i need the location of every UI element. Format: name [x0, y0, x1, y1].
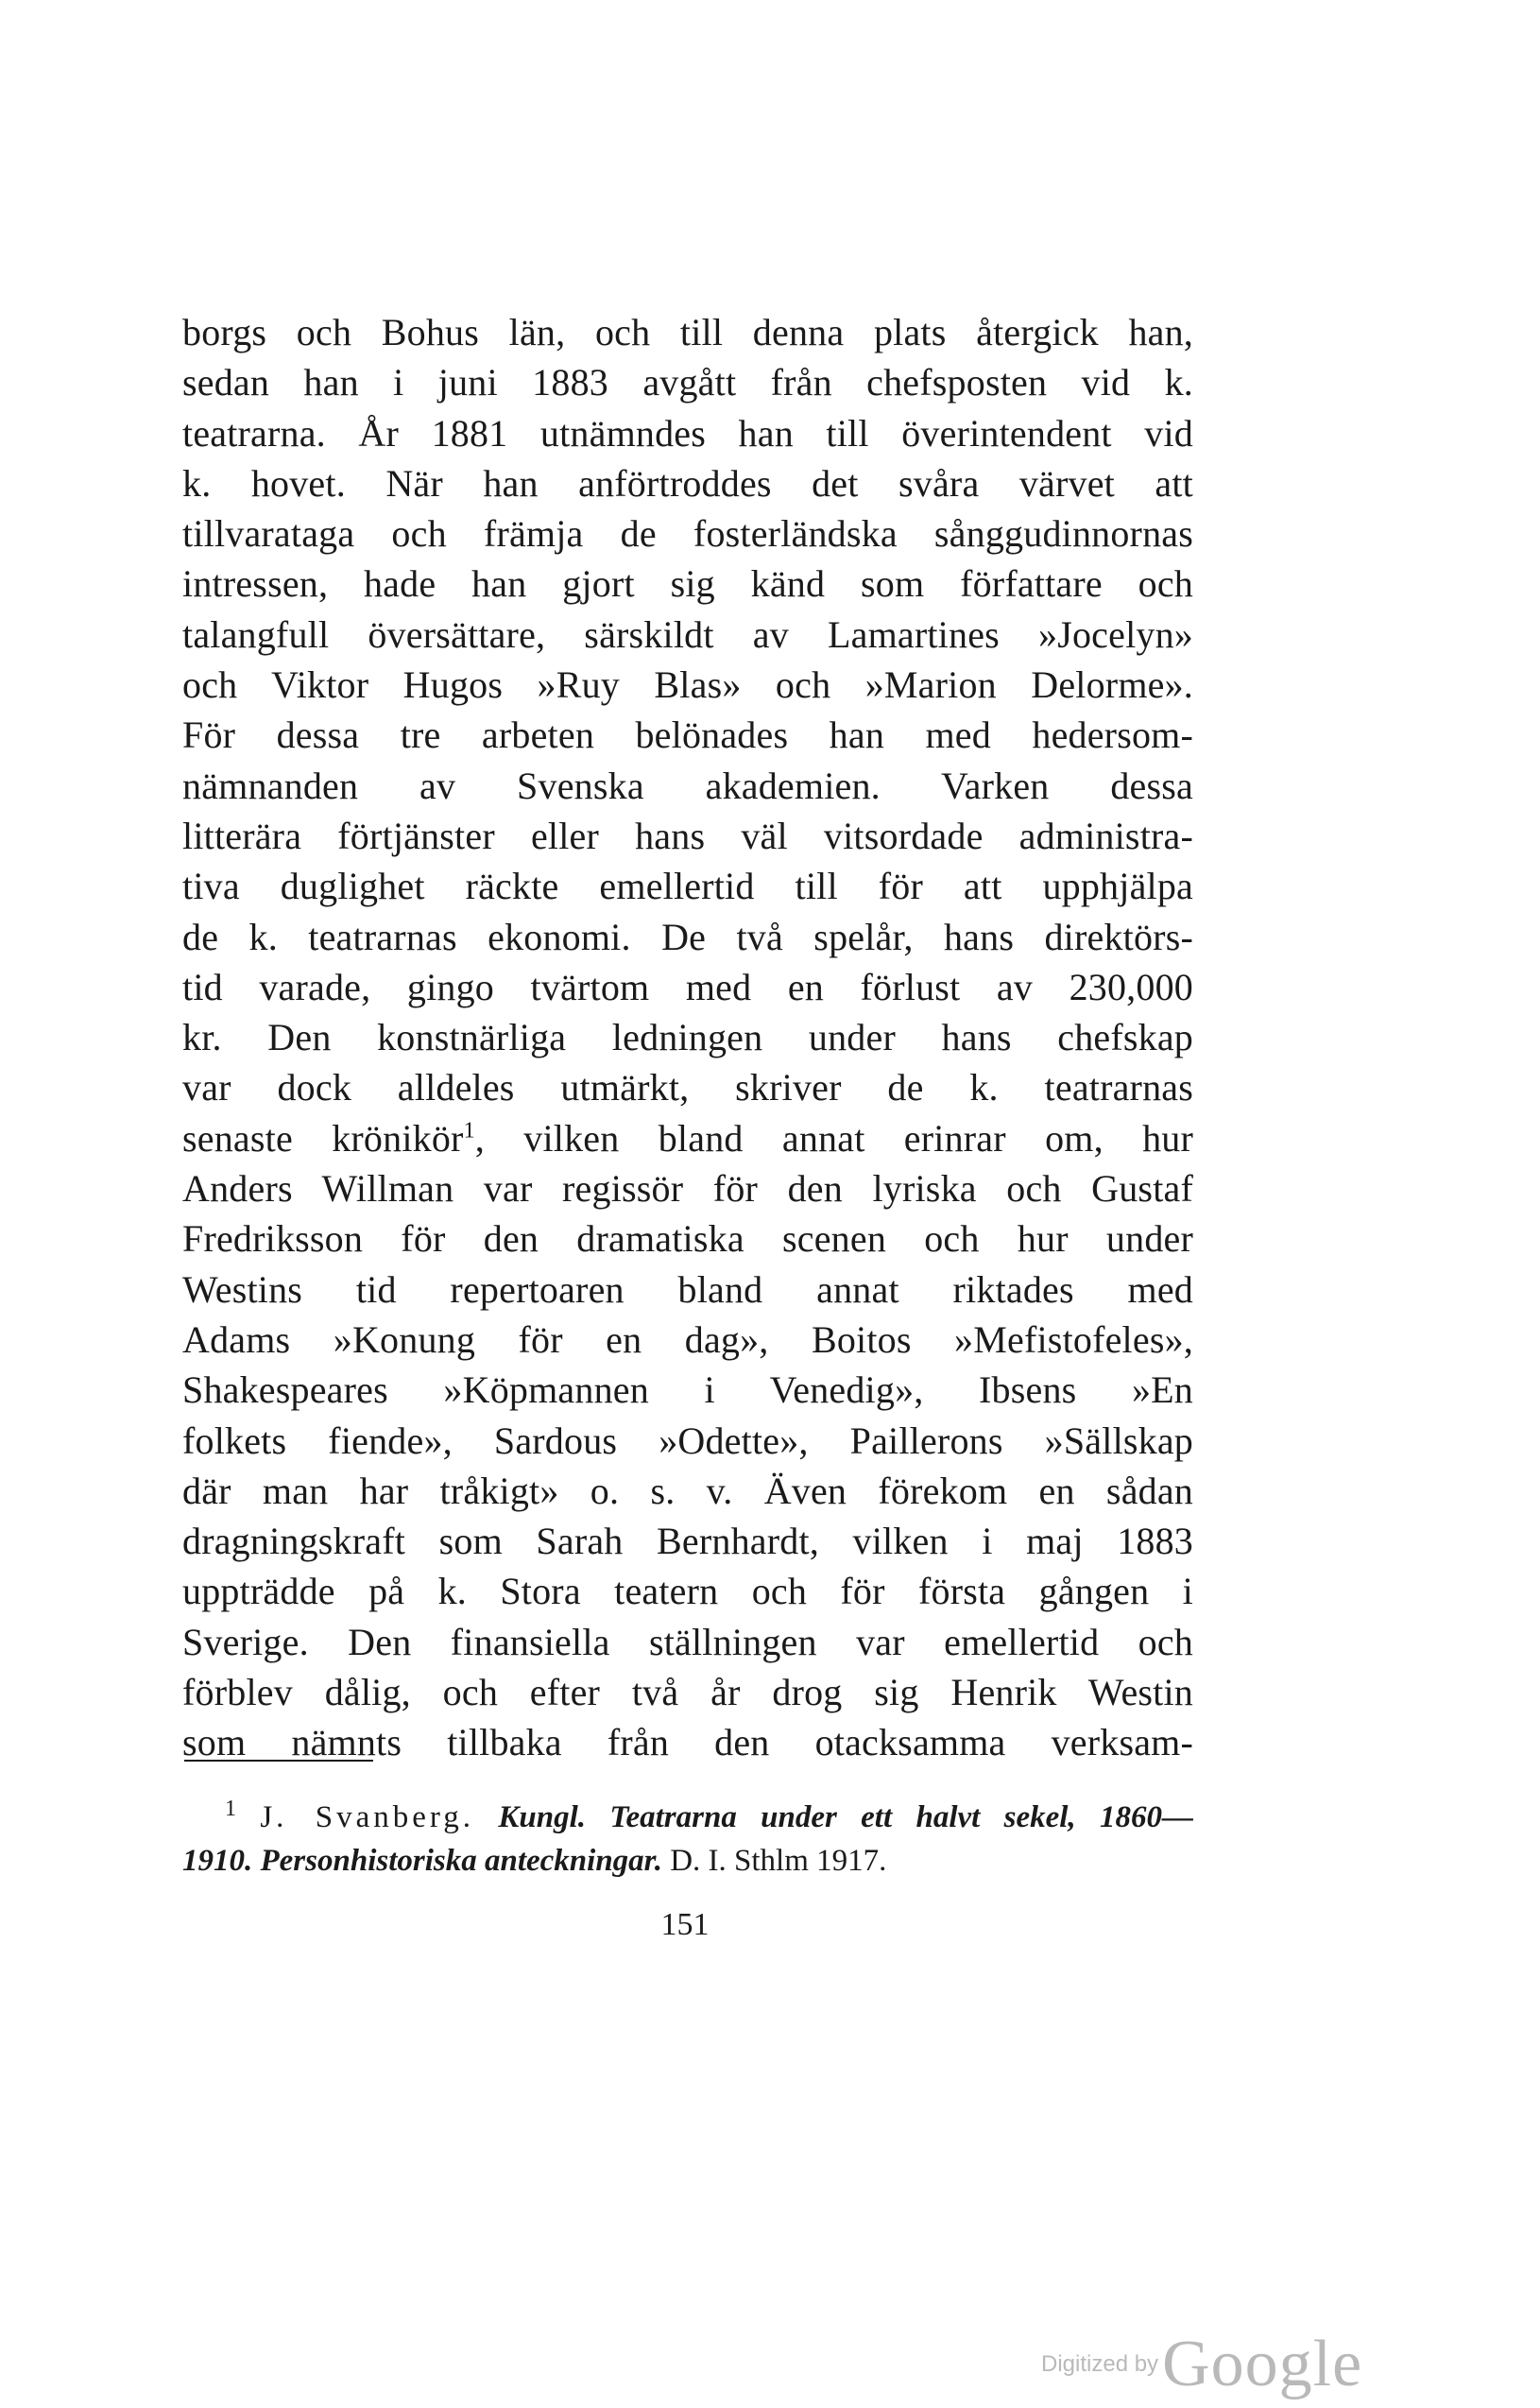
text-line: tiva duglighet räckte emellertid till för att upphjälpa	[182, 865, 1193, 908]
text-fragment: senaste krönikör	[182, 1116, 464, 1160]
text-line: Sverige. Den finansiella ställningen var emellertid och	[182, 1620, 1193, 1663]
text-line: borgs och Bohus län, och till denna plats återgick han,	[182, 311, 1193, 353]
footnote-author: J. Svanberg.	[260, 1800, 475, 1834]
text-line: kr. Den konstnärliga ledningen under hans chefskap	[182, 1016, 1193, 1059]
text-line: litterära förtjänster eller hans väl vitsordade administra-	[182, 814, 1193, 857]
text-fragment: , vilken bland annat erinrar om, hur	[474, 1116, 1193, 1160]
page-number: 151	[660, 1907, 710, 1942]
digitized-watermark	[1041, 2327, 1362, 2402]
text-line: var dock alldeles utmärkt, skriver de k. teatrarnas	[182, 1066, 1193, 1109]
text-line: folkets fiende», Sardous »Odette», Paillerons »Sällskap	[182, 1419, 1193, 1462]
text-line: Adams »Konung för en dag», Boitos »Mefistofeles»,	[182, 1317, 1193, 1361]
text-line: där man har tråkigt» o. s. v. Även förekom en sådan	[182, 1469, 1193, 1512]
text-line: de k. teatrarnas ekonomi. De två spelår, hans direktörs-	[182, 915, 1193, 958]
text-line: förblev dålig, och efter två år drog sig Henrik Westin	[182, 1671, 1193, 1714]
text-line: nämnanden av Svenska akademien. Varken dessa	[182, 764, 1193, 807]
watermark-prefix: Digitized by	[1041, 2351, 1159, 2377]
footnote-marker: 1	[225, 1797, 236, 1821]
text-line: Fredriksson för den dramatiska scenen och hur under	[182, 1217, 1193, 1261]
text-line: sedan han i juni 1883 avgått från chefsposten vid k.	[182, 361, 1193, 404]
text-line: teatrarna. År 1881 utnämndes han till överintendent vid	[182, 411, 1193, 455]
text-line: tid varade, gingo tvärtom med en förlust av 230,000	[182, 965, 1193, 1008]
text-line: som nämnts tillbaka från den otacksamma verksam-	[182, 1721, 1193, 1764]
text-line: Anders Willman var regissör för den lyriska och Gustaf	[182, 1167, 1193, 1211]
footnote-publication: D. I. Sthlm 1917.	[670, 1844, 887, 1878]
text-line: intressen, hade han gjort sig känd som författare och	[182, 562, 1193, 606]
body-text	[182, 307, 1193, 1768]
footnotes	[182, 1796, 1193, 1883]
footnote-line-2	[182, 1839, 1193, 1883]
footnote-separator	[184, 1760, 373, 1762]
text-line: talangfull översättare, särskildt av Lamartines »Jocelyn»	[182, 612, 1193, 656]
footnote-line-1	[182, 1796, 1193, 1839]
footnote-title-part2: 1910. Personhistoriska anteckningar.	[182, 1844, 662, 1878]
text-line: dragningskraft som Sarah Bernhardt, vilken i maj 1883	[182, 1520, 1193, 1563]
watermark-logo: Google	[1162, 2328, 1363, 2400]
text-line: och Viktor Hugos »Ruy Blas» och »Marion Delorme».	[182, 663, 1193, 707]
text-line: k. hovet. När han anförtroddes det svåra värvet att	[182, 461, 1193, 505]
text-line	[182, 1113, 1193, 1163]
text-line: tillvarataga och främja de fosterländska sånggudinnornas	[182, 512, 1193, 556]
text-line: Shakespeares »Köpmannen i Venedig», Ibsens »En	[182, 1368, 1193, 1412]
text-line: Westins tid repertoaren bland annat riktades med	[182, 1267, 1193, 1311]
text-line: uppträdde på k. Stora teatern och för första gången i	[182, 1570, 1193, 1613]
footnote-reference: 1	[463, 1118, 475, 1144]
footnote-title-part1: Kungl. Teatrarna under ett halvt sekel, 1860—	[498, 1800, 1194, 1834]
text-line: För dessa tre arbeten belönades han med hedersom-	[182, 714, 1193, 757]
